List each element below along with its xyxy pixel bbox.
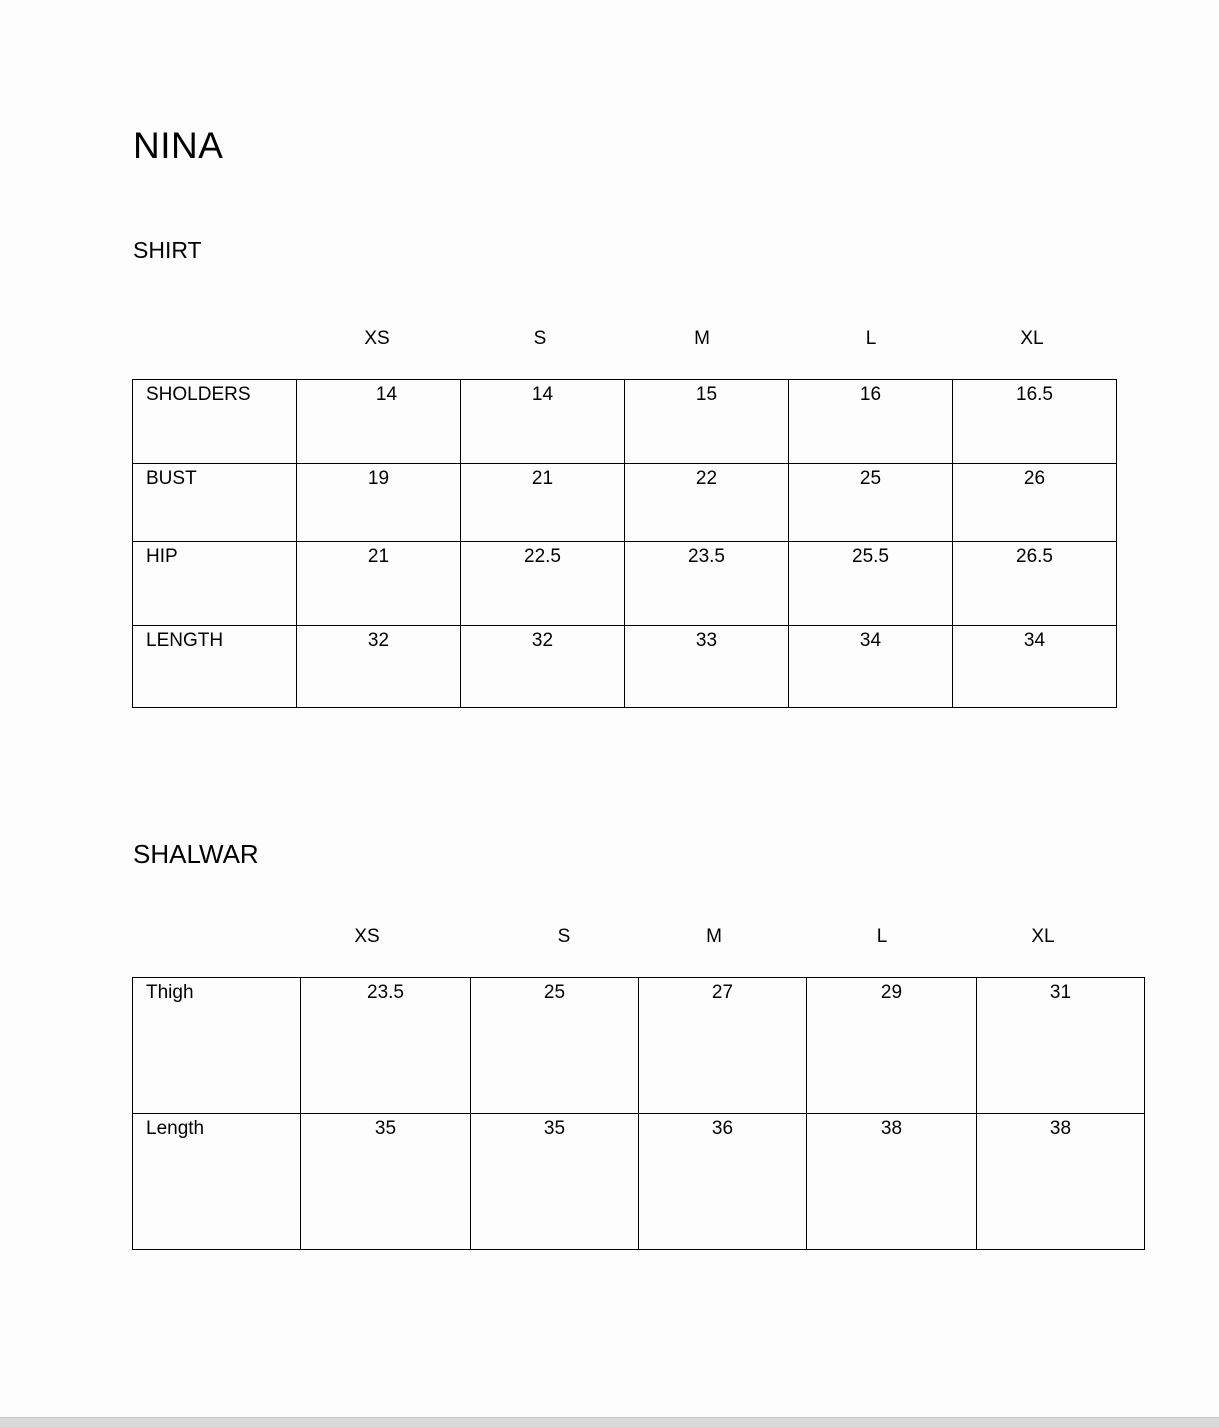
row-label-length: Length: [133, 1114, 301, 1250]
table-cell: 25: [471, 978, 639, 1114]
table-cell: 14: [297, 380, 461, 464]
document-title: NINA: [133, 125, 224, 166]
table-row: [133, 626, 1117, 708]
table-cell: 22: [625, 464, 789, 542]
table-cell: 25: [789, 464, 953, 542]
row-label-length: LENGTH: [133, 626, 297, 708]
table-row: [133, 464, 1117, 542]
shirt-size-header-l: L: [865, 328, 877, 349]
table-cell: 33: [625, 626, 789, 708]
table-cell: 25.5: [789, 542, 953, 626]
table-cell: 36: [639, 1114, 807, 1250]
row-label-thigh: Thigh: [133, 978, 301, 1114]
shirt-size-header-xs: XS: [364, 328, 390, 349]
table-cell: 29: [807, 978, 977, 1114]
table-cell: 34: [953, 626, 1117, 708]
table-cell: 32: [461, 626, 625, 708]
table-cell: 38: [977, 1114, 1145, 1250]
table-row: [133, 1114, 1145, 1250]
table-cell: 31: [977, 978, 1145, 1114]
table-cell: 34: [789, 626, 953, 708]
shalwar-size-header-xl: XL: [1031, 926, 1055, 947]
table-cell: 35: [471, 1114, 639, 1250]
table-cell: 32: [297, 626, 461, 708]
table-cell: 15: [625, 380, 789, 464]
shirt-size-header-s: S: [533, 328, 547, 349]
table-row: [133, 542, 1117, 626]
table-cell: 23.5: [625, 542, 789, 626]
row-label-sholders: SHOLDERS: [133, 380, 297, 464]
table-cell: 19: [297, 464, 461, 542]
table-cell: 35: [301, 1114, 471, 1250]
shirt-size-table: [132, 379, 1117, 708]
table-row: [133, 978, 1145, 1114]
table-cell: 21: [297, 542, 461, 626]
shalwar-size-header-m: M: [706, 926, 722, 947]
shalwar-section-title: SHALWAR: [133, 839, 259, 869]
shalwar-size-header-l: L: [876, 926, 888, 947]
row-label-hip: HIP: [133, 542, 297, 626]
table-cell: 16.5: [953, 380, 1117, 464]
table-cell: 14: [461, 380, 625, 464]
table-cell: 16: [789, 380, 953, 464]
table-cell: 21: [461, 464, 625, 542]
shirt-size-header-m: M: [694, 328, 710, 349]
table-cell: 26: [953, 464, 1117, 542]
row-label-bust: BUST: [133, 464, 297, 542]
shirt-size-header-xl: XL: [1020, 328, 1044, 349]
table-cell: 23.5: [301, 978, 471, 1114]
shirt-section-title: SHIRT: [133, 237, 202, 263]
shalwar-size-header-s: S: [557, 926, 571, 947]
table-cell: 22.5: [461, 542, 625, 626]
shalwar-size-header-xs: XS: [354, 926, 380, 947]
table-cell: 27: [639, 978, 807, 1114]
table-row: [133, 380, 1117, 464]
table-cell: 26.5: [953, 542, 1117, 626]
shalwar-size-table: [132, 977, 1145, 1250]
table-cell: 38: [807, 1114, 977, 1250]
